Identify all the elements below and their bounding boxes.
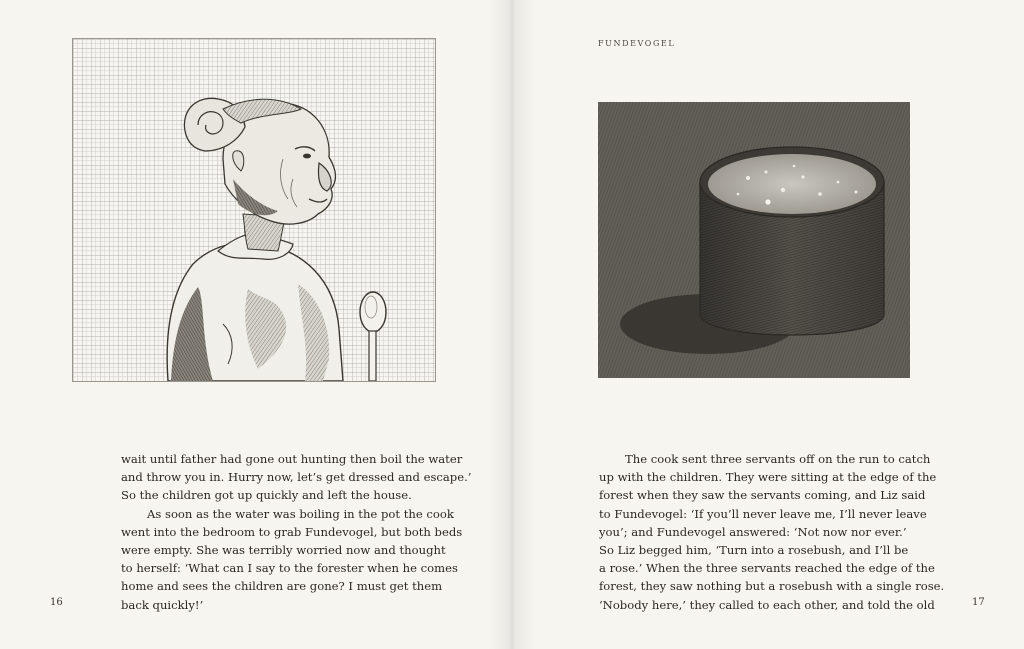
page-number-left: 16: [50, 597, 63, 608]
text-line: So Liz begged him, ‘Turn into a rosebush, and I’ll be: [599, 543, 909, 558]
text-line: were empty. She was terribly worried now and thought: [121, 543, 446, 558]
text-line: ‘Nobody here,’ they called to each other, and told the old: [599, 597, 935, 612]
text-line: So the children got up quickly and left the house.: [121, 488, 412, 503]
text-line: up with the children. They were sitting at the edge of the: [599, 470, 937, 485]
text-line: and throw you in. Hurry now, let’s get dressed and escape.’: [121, 470, 472, 485]
running-head: FUNDEVOGEL: [598, 39, 676, 48]
text-line: wait until father had gone out hunting then boil the water: [121, 452, 463, 466]
text-line: The cook sent three servants off on the run to catch: [625, 452, 931, 466]
cook-etching-icon: [73, 39, 435, 381]
text-line: you’; and Fundevogel answered: ‘Not now nor ever.’: [599, 524, 907, 539]
text-line: went into the bedroom to grab Fundevogel, but both beds: [121, 524, 463, 539]
text-line: forest, they saw nothing but a rosebush with a single rose.: [599, 579, 945, 594]
text-line: to herself: ‘What can I say to the forester when he comes: [121, 561, 458, 576]
text-line: back quickly!’: [121, 597, 204, 612]
text-line: forest when they saw the servants coming, and Liz said: [599, 488, 926, 503]
text-line: a rose.’ When the three servants reached the edge of the: [599, 561, 935, 576]
pot-illustration: [598, 102, 910, 378]
right-body-text: [599, 450, 945, 614]
page-number-right: 17: [972, 597, 985, 608]
water-pot-etching-icon: [598, 102, 910, 378]
text-line: to Fundevogel: ‘If you’ll never leave me, I’ll never leave: [599, 506, 927, 521]
text-line: home and sees the children are gone? I must get them: [121, 579, 443, 594]
left-body-text: [121, 450, 472, 614]
text-line: As soon as the water was boiling in the pot the cook: [147, 506, 454, 521]
cook-illustration: [72, 38, 436, 382]
